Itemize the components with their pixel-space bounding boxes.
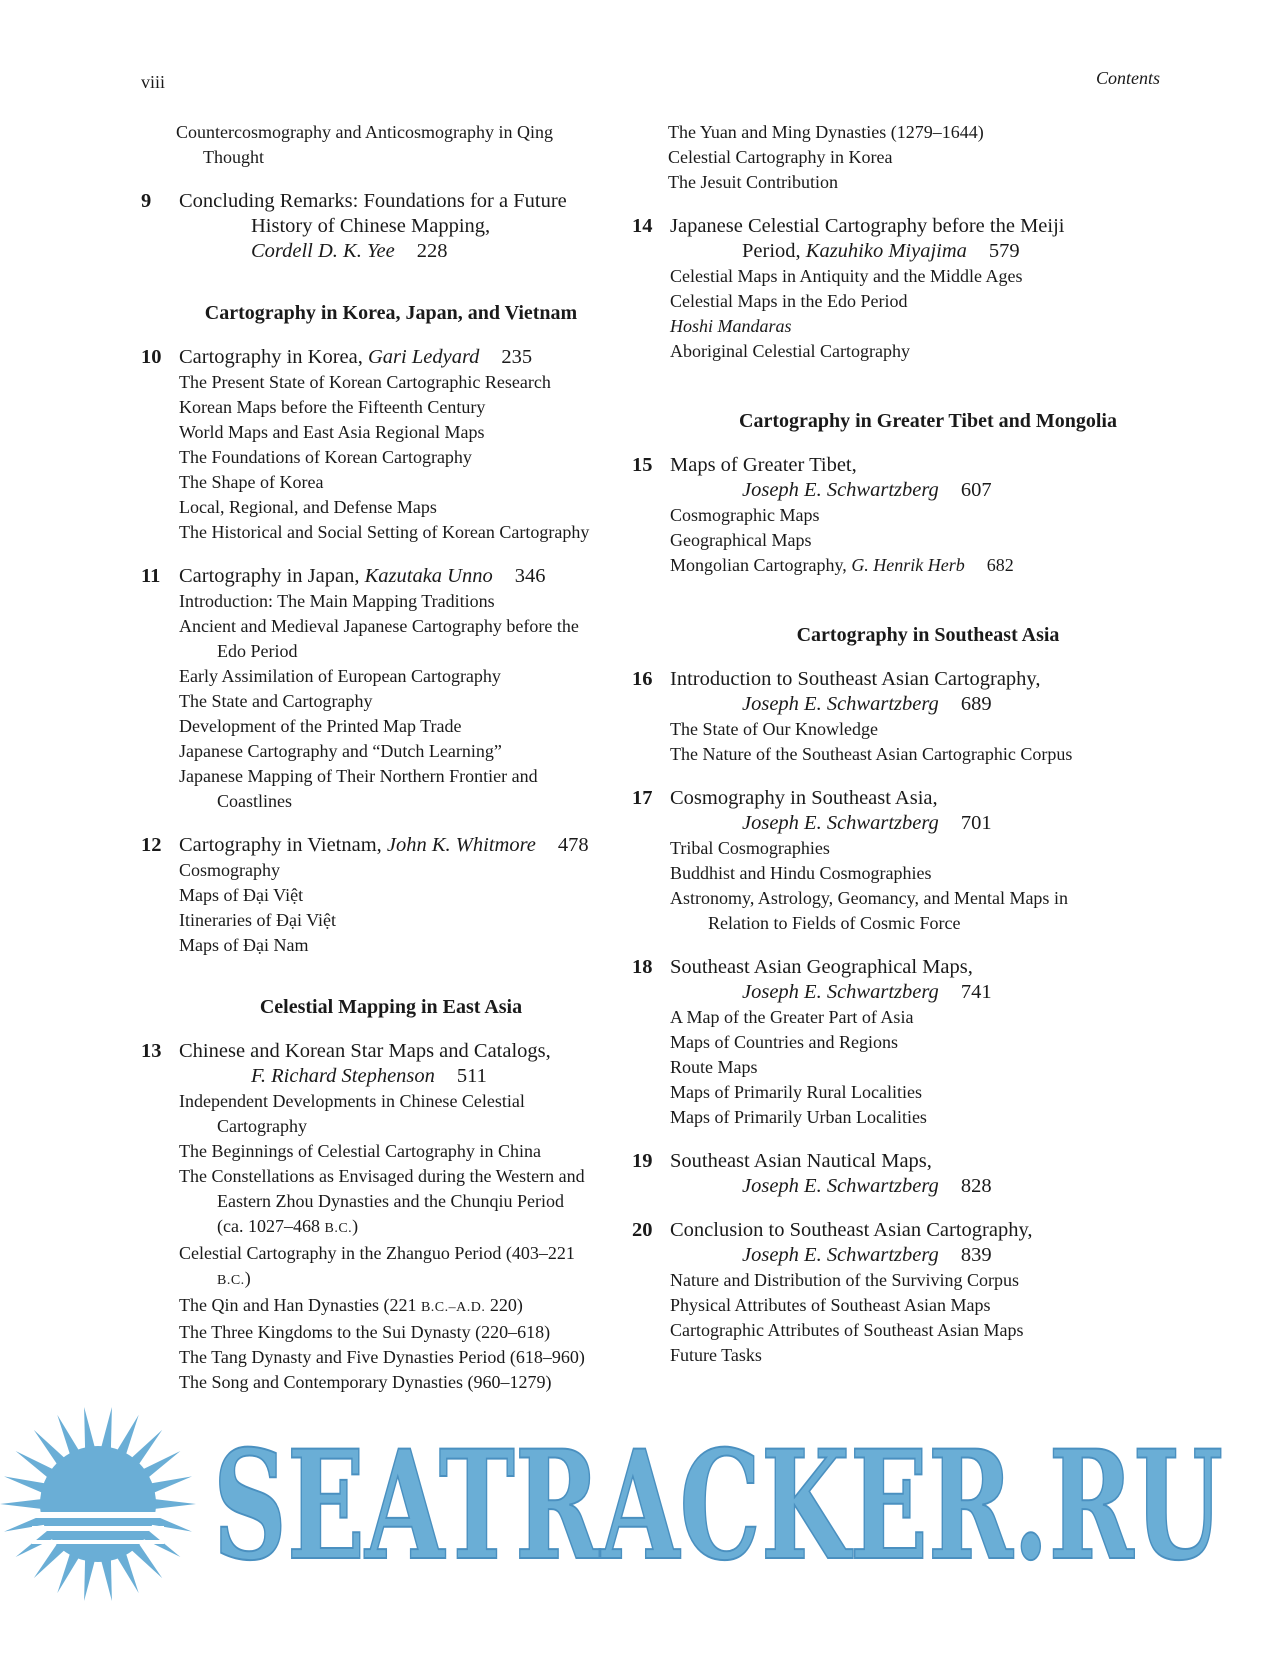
- chapter-author: Joseph E. Schwartzberg: [742, 812, 939, 834]
- chapter-page: 839: [960, 1244, 992, 1266]
- toc-subentry: Japanese Cartography and “Dutch Learning”: [179, 741, 502, 761]
- chapter-number: 16: [632, 668, 653, 690]
- chapter-number: 14: [632, 215, 653, 237]
- toc-subentry: Nature and Distribution of the Surviving Corpus: [670, 1270, 1019, 1290]
- sun-ray: [142, 1451, 180, 1478]
- toc-subentry: World Maps and East Asia Regional Maps: [179, 422, 485, 442]
- toc-subentry: The Foundations of Korean Cartography: [179, 447, 472, 467]
- chapter-number: 18: [632, 956, 653, 978]
- toc-subentry: Future Tasks: [670, 1345, 762, 1365]
- toc-subentry: Countercosmography and Anticosmography in Qing: [176, 122, 553, 142]
- section-heading-celestial: Celestial Mapping in East Asia: [259, 996, 523, 1018]
- chapter-author: Cordell D. K. Yee: [251, 240, 395, 262]
- section-heading-southeast-asia: Cartography in Southeast Asia: [796, 624, 1060, 646]
- chapter-author: Joseph E. Schwartzberg: [742, 479, 939, 501]
- chapter-title: Cartography in Korea,: [179, 346, 363, 368]
- chapter-page: 511: [456, 1065, 487, 1087]
- toc-subentry-continued: Relation to Fields of Cosmic Force: [708, 913, 961, 933]
- chapter-author: Joseph E. Schwartzberg: [742, 981, 939, 1003]
- chapter-title: Conclusion to Southeast Asian Cartography,: [670, 1219, 1033, 1241]
- chapter-title-continued: History of Chinese Mapping,: [251, 215, 491, 237]
- toc-subentry: The State of Our Knowledge: [670, 719, 878, 739]
- toc-subentry: The Historical and Social Setting of Korean Cartography: [179, 522, 590, 542]
- chapter-page: 235: [501, 346, 533, 368]
- chapter-13: [141, 1039, 641, 1395]
- chapter-title: Chinese and Korean Star Maps and Catalogs,: [179, 1040, 551, 1062]
- toc-subentry: The Constellations as Envisaged during the Western and: [179, 1166, 585, 1186]
- toc-subentry: Geographical Maps: [670, 530, 812, 550]
- toc-subentry: The Tang Dynasty and Five Dynasties Period (618–960): [179, 1347, 585, 1367]
- chapter-title: Japanese Celestial Cartography before the Meiji: [670, 215, 1065, 237]
- toc-subentry: Early Assimilation of European Cartography: [179, 666, 501, 686]
- toc-subentry: The Shape of Korea: [179, 472, 324, 492]
- chapter-page: 701: [960, 812, 992, 834]
- sun-ray: [4, 1476, 46, 1493]
- chapter-title: Maps of Greater Tibet,: [670, 454, 857, 476]
- chapter-title: Introduction to Southeast Asian Cartography,: [670, 668, 1041, 690]
- toc-subentry: The Present State of Korean Cartographic Research: [179, 372, 551, 392]
- toc-subentry: The Song and Contemporary Dynasties (960–1279): [179, 1372, 552, 1392]
- left-column: [141, 120, 641, 1395]
- toc-subentry: Local, Regional, and Defense Maps: [179, 497, 437, 517]
- chapter-title: Cartography in Japan,: [179, 565, 360, 587]
- toc-subentry: Maps of Primarily Rural Localities: [670, 1082, 922, 1102]
- toc-subentry: Buddhist and Hindu Cosmographies: [670, 863, 932, 883]
- chapter-page: 689: [960, 693, 992, 715]
- chapter-9: [141, 189, 641, 264]
- sun-ray: [57, 1415, 79, 1456]
- sun-ray: [154, 1499, 196, 1509]
- sun-ray: [84, 1559, 95, 1602]
- chapter-page: 478: [557, 834, 589, 856]
- chapter-page: 228: [416, 240, 448, 262]
- toc-subentry: Celestial Cartography in the Zhanguo Period (403–221: [179, 1243, 575, 1263]
- chapter-number: 10: [141, 346, 162, 368]
- toc-subentry: Cartographic Attributes of Southeast Asian Maps: [670, 1320, 1024, 1340]
- chapter-12: [141, 833, 641, 958]
- toc-subentry: Celestial Maps in Antiquity and the Middle Ages: [670, 266, 1023, 286]
- sun-ray: [117, 1415, 139, 1456]
- toc-subentry-continued: Eastern Zhou Dynasties and the Chunqiu Period: [217, 1191, 564, 1211]
- toc-subentry: Ancient and Medieval Japanese Cartography before the: [179, 616, 579, 636]
- chapter-page: 346: [514, 565, 546, 587]
- chapter-number: 12: [141, 834, 162, 856]
- sun-ray: [117, 1553, 139, 1594]
- toc-subentry: Maps of Countries and Regions: [670, 1032, 898, 1052]
- chapter-author: F. Richard Stephenson: [251, 1065, 435, 1087]
- toc-subentry: Maps of Primarily Urban Localities: [670, 1107, 927, 1127]
- sun-ray: [16, 1451, 54, 1478]
- toc-subentry: The Jesuit Contribution: [668, 172, 838, 192]
- chapter-author: John K. Whitmore: [386, 834, 536, 856]
- section-heading-tibet: Cartography in Greater Tibet and Mongolia: [739, 410, 1117, 432]
- toc-subentry: The State and Cartography: [179, 691, 373, 711]
- toc-subentry: Japanese Mapping of Their Northern Frontier and: [179, 766, 538, 786]
- toc-subentry: Celestial Cartography in Korea: [668, 147, 893, 167]
- toc-subentry-continued: Cartography: [217, 1116, 307, 1136]
- chapter-page: 579: [988, 240, 1020, 262]
- toc-subentry: The Beginnings of Celestial Cartography in China: [179, 1141, 541, 1161]
- chapter-14: 14 Japanese Celestial Cartography before the Meiji Period, Kazuhiko Miyajima 579 Celestial Maps in Antiquity and the Middle Ages Celestial Maps in the Edo Period Hoshi Mandaras Aboriginal Celestial Cartography: [632, 214, 1188, 364]
- chapter-number: 11: [141, 565, 161, 587]
- toc-subentry: Cosmography: [179, 860, 280, 880]
- toc-subentry-continued: B.C.): [217, 1268, 251, 1288]
- toc-subentry: Celestial Maps in the Edo Period: [670, 291, 908, 311]
- chapter-author: Joseph E. Schwartzberg: [742, 693, 939, 715]
- chapter-title: Concluding Remarks: Foundations for a Future: [179, 190, 567, 212]
- toc-subentry: Aboriginal Celestial Cartography: [670, 341, 910, 361]
- watermark-text: SEATRACKER.RU: [213, 1418, 1223, 1594]
- chapter-15: [632, 453, 1188, 578]
- chapter-number: 19: [632, 1150, 653, 1172]
- chapter-author: Joseph E. Schwartzberg: [742, 1244, 939, 1266]
- toc-subentry: Mongolian Cartography, G. Henrik Herb 682: [670, 555, 1014, 575]
- toc-subentry-continued: Coastlines: [217, 791, 292, 811]
- toc-subentry: Route Maps: [670, 1057, 758, 1077]
- chapter-page: 741: [960, 981, 992, 1003]
- chapter-16: [632, 667, 1188, 767]
- chapter-page: 607: [960, 479, 992, 501]
- page-number: viii: [141, 72, 166, 92]
- chapter-title: Southeast Asian Nautical Maps,: [670, 1150, 932, 1172]
- toc-subentry: Tribal Cosmographies: [670, 838, 830, 858]
- sun-ray: [101, 1559, 112, 1602]
- toc-subentry: Maps of Đại Nam: [179, 935, 309, 955]
- toc-subentry-continued: (ca. 1027–468 B.C.): [217, 1216, 359, 1236]
- sun-logo-icon: [0, 1407, 196, 1601]
- watermark: [0, 1388, 1284, 1656]
- toc-subentry: Physical Attributes of Southeast Asian Maps: [670, 1295, 991, 1315]
- chapter-author: Kazutaka Unno: [364, 565, 493, 587]
- toc-subentry: Thought: [203, 147, 264, 167]
- section-heading-korea: Cartography in Korea, Japan, and Vietnam: [204, 302, 578, 324]
- chapter-18: [632, 955, 1188, 1130]
- chapter-title: Southeast Asian Geographical Maps,: [670, 956, 973, 978]
- sun-ray: [57, 1553, 79, 1594]
- toc-subentry: Itineraries of Đại Việt: [179, 910, 337, 930]
- toc-subentry: The Yuan and Ming Dynasties (1279–1644): [668, 122, 984, 142]
- sun-ray: [84, 1407, 95, 1450]
- chapter-10: [141, 345, 641, 545]
- running-head: Contents: [1095, 68, 1160, 88]
- toc-subentry: Maps of Đại Việt: [179, 885, 304, 905]
- right-column: [632, 120, 1188, 1368]
- toc-subentry: Independent Developments in Chinese Celestial: [179, 1091, 525, 1111]
- toc-subentry: Introduction: The Main Mapping Traditions: [179, 591, 495, 611]
- toc-subentry: A Map of the Greater Part of Asia: [670, 1007, 914, 1027]
- sun-ray: [101, 1407, 112, 1450]
- chapter-number: 17: [632, 787, 653, 809]
- toc-subentry-continued: Edo Period: [217, 641, 298, 661]
- toc-subentry: Development of the Printed Map Trade: [179, 716, 462, 736]
- toc-subentry: The Qin and Han Dynasties (221 B.C.–A.D. 220): [179, 1295, 523, 1315]
- toc-subentry: Astronomy, Astrology, Geomancy, and Mental Maps in: [670, 888, 1068, 908]
- sun-ray: [0, 1499, 42, 1509]
- toc-subentry: Hoshi Mandaras: [670, 316, 792, 336]
- chapter-author: Joseph E. Schwartzberg: [742, 1175, 939, 1197]
- sun-ray: [150, 1476, 192, 1493]
- chapter-title: Cartography in Vietnam,: [179, 834, 382, 856]
- chapter-20: [632, 1218, 1188, 1368]
- chapter-author: Gari Ledyard: [368, 346, 480, 368]
- chapter-number: 9: [141, 190, 152, 212]
- toc-subentry: Cosmographic Maps: [670, 505, 820, 525]
- toc-subentry: Korean Maps before the Fifteenth Century: [179, 397, 486, 417]
- toc-subentry: The Nature of the Southeast Asian Cartographic Corpus: [670, 744, 1073, 764]
- chapter-page: 828: [960, 1175, 992, 1197]
- chapter-17: [632, 786, 1188, 936]
- chapter-number: 13: [141, 1040, 162, 1062]
- chapter-author: Kazuhiko Miyajima: [805, 240, 967, 262]
- chapter-number: 15: [632, 454, 653, 476]
- chapter-title: Cosmography in Southeast Asia,: [670, 787, 938, 809]
- chapter-11: [141, 564, 641, 814]
- chapter-19: [632, 1149, 1188, 1199]
- toc-subentry: The Three Kingdoms to the Sui Dynasty (220–618): [179, 1322, 551, 1342]
- chapter-number: 20: [632, 1219, 653, 1241]
